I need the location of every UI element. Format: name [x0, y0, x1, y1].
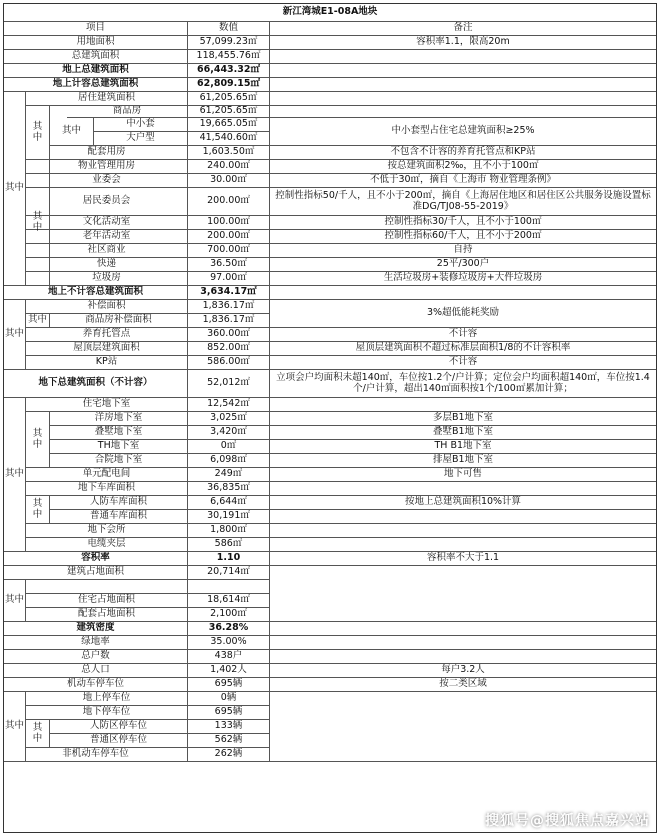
row-value: 41,540.60㎡ [188, 132, 270, 146]
row-remark [270, 622, 656, 636]
row-label: 合院地下室 [50, 454, 188, 468]
side-char: 中 [32, 508, 43, 520]
row-label: 养育托管点 [26, 328, 188, 342]
row-value: 18,614㎡ [188, 594, 270, 608]
row-label: 社区商业 [26, 244, 188, 258]
row-value: 19,665.05㎡ [188, 118, 270, 132]
row-value: 695辆 [188, 706, 270, 720]
row-value: 1,836.17㎡ [188, 300, 270, 314]
row-value: 30.00㎡ [188, 174, 270, 188]
row-value: 12,542㎡ [188, 398, 270, 412]
row-value: 200.00㎡ [188, 188, 270, 216]
row-label: 补偿面积 [26, 300, 188, 314]
side-label-qi-zhong [26, 496, 50, 524]
row-label: 配套占地面积 [26, 608, 188, 622]
row-value: 36,835㎡ [188, 482, 270, 496]
row-remark: 叠墅B1地下室 [270, 426, 656, 440]
row-value: 97.00㎡ [188, 272, 270, 286]
row-remark [270, 92, 656, 106]
side-label-qizhong: 其中 [4, 300, 26, 370]
row-value: 6,098㎡ [188, 454, 270, 468]
side-label-qizhong: 其中 [4, 398, 26, 552]
row-remark: 25平/300户 [270, 258, 656, 272]
row-value: 1,603.50㎡ [188, 146, 270, 160]
row-label: 总人口 [4, 664, 188, 678]
row-remark: 控制性指标60/千人，且不小于200㎡ [270, 230, 656, 244]
row-remark [270, 636, 656, 650]
row-value: 0辆 [188, 692, 270, 706]
row-value: 61,205.65㎡ [188, 92, 270, 106]
row-value: 35.00% [188, 636, 270, 650]
row-value: 2,100㎡ [188, 608, 270, 622]
row-label: 业委会 [26, 174, 188, 188]
row-label: 机动车停车位 [4, 678, 188, 692]
row-label: 老年活动室 [26, 230, 188, 244]
row-label: 文化活动室 [26, 216, 188, 230]
row-remark: 自持 [270, 244, 656, 258]
row-label: 商品房 [67, 106, 188, 118]
row-label: 地上总建筑面积 [4, 64, 188, 78]
side-label-qizhong: 其中 [4, 692, 26, 762]
row-label: 绿地率 [4, 636, 188, 650]
row-label: 普通区停车位 [50, 734, 188, 748]
row-label: 中小套 [94, 118, 188, 132]
row-value: 36.50㎡ [188, 258, 270, 272]
row-label: 总建筑面积 [4, 50, 188, 64]
row-remark: 立项会户均面积未超140㎡，车位按1.2个/户计算；定位会户均面积超140㎡，车位按1.4个/户计算，超出140㎡面积按1个/100㎡累加计算； [270, 370, 656, 398]
side-char: 中 [32, 438, 43, 450]
side-label-qizhong: 其中 [4, 92, 26, 286]
row-label: 垃圾房 [26, 272, 188, 286]
row-label: 用地面积 [4, 36, 188, 50]
side-char: 其 [32, 497, 43, 509]
row-remark: 容积率不大于1.1 [270, 552, 656, 566]
row-remark [270, 510, 656, 524]
row-remark: 控制性指标30/千人，且不小于100㎡ [270, 216, 656, 230]
row-label: 地下总建筑面积（不计容） [4, 370, 188, 398]
row-value: 1,800㎡ [188, 524, 270, 538]
row-remark: 中小套型占住宅总建筑面积≥25% [270, 118, 656, 146]
row-remark [270, 482, 656, 496]
row-label: 屋顶层建筑面积 [26, 342, 188, 356]
side-char: 中 [32, 221, 43, 233]
side-label-qizhong: 其中 [4, 580, 26, 622]
side-char: 中 [32, 732, 43, 744]
row-remark [270, 398, 656, 412]
row-label: 非机动车停车位 [4, 748, 188, 762]
side-label-qizhong: 其中 [50, 118, 94, 146]
row-remark: 不包含不计容的养育托管点和KP站 [270, 146, 656, 160]
row-remark: 按二类区域 [270, 678, 656, 692]
row-label: 住宅占地面积 [26, 594, 188, 608]
side-label-qi-zhong [26, 412, 50, 468]
row-label: 总户数 [4, 650, 188, 664]
side-char: 其 [32, 120, 43, 132]
row-label: 地上停车位 [26, 692, 188, 706]
row-value: 562辆 [188, 734, 270, 748]
row-label [26, 580, 188, 594]
row-remark [270, 64, 656, 78]
row-remark [270, 106, 656, 118]
row-label: 大户型 [94, 132, 188, 146]
row-label: 洋房地下室 [50, 412, 188, 426]
row-remark [270, 566, 656, 622]
row-label: 住宅地下室 [26, 398, 188, 412]
row-value: 1.10 [188, 552, 270, 566]
row-remark [270, 650, 656, 664]
row-remark [270, 78, 656, 92]
side-label-qi-zhong [26, 106, 50, 160]
row-label: 快递 [26, 258, 188, 272]
row-label: 地下会所 [26, 524, 188, 538]
row-label: 商品房补偿面积 [50, 314, 188, 328]
row-remark: 按地上总建筑面积10%计算 [270, 496, 656, 510]
row-remark: 地下可售 [270, 468, 656, 482]
row-label: TH地下室 [50, 440, 188, 454]
row-label: 人防车库面积 [50, 496, 188, 510]
row-label: 地上不计容总建筑面积 [4, 286, 188, 300]
row-remark [270, 538, 656, 552]
row-label: 建筑占地面积 [4, 566, 188, 580]
row-value: 6,644㎡ [188, 496, 270, 510]
row-remark [270, 524, 656, 538]
row-value: 118,455.76㎡ [188, 50, 270, 64]
row-remark: 不计容 [270, 328, 656, 342]
row-value: 695辆 [188, 678, 270, 692]
row-label: 叠墅地下室 [50, 426, 188, 440]
row-value: 586.00㎡ [188, 356, 270, 370]
row-value: 249㎡ [188, 468, 270, 482]
row-value: 3,420㎡ [188, 426, 270, 440]
row-remark: 每户3.2人 [270, 664, 656, 678]
row-value: 852.00㎡ [188, 342, 270, 356]
side-char: 其 [32, 721, 43, 733]
row-label: 人防区停车位 [50, 720, 188, 734]
row-value: 30,191㎡ [188, 510, 270, 524]
header-value: 数值 [188, 22, 270, 36]
row-value: 438户 [188, 650, 270, 664]
row-remark [270, 692, 656, 762]
row-remark: 屋顶层建筑面积不超过标准层面积1/8的不计容积率 [270, 342, 656, 356]
row-value: 36.28% [188, 622, 270, 636]
row-value: 20,714㎡ [188, 566, 270, 580]
side-label-qi-zhong [26, 160, 50, 286]
row-label: 配套用房 [26, 146, 188, 160]
row-value: 1,402人 [188, 664, 270, 678]
row-remark: 按总建筑面积2‰，且不小于100㎡ [270, 160, 656, 174]
row-value: 0㎡ [188, 440, 270, 454]
row-label: 地下停车位 [26, 706, 188, 720]
row-value: 61,205.65㎡ [188, 106, 270, 118]
row-remark: TH B1地下室 [270, 440, 656, 454]
header-remark: 备注 [270, 22, 656, 36]
row-value: 262辆 [188, 748, 270, 762]
row-value: 52,012㎡ [188, 370, 270, 398]
row-remark: 容积率1.1，限高20m [270, 36, 656, 50]
side-char: 其 [32, 210, 43, 222]
row-value: 66,443.32㎡ [188, 64, 270, 78]
row-value: 200.00㎡ [188, 230, 270, 244]
row-value: 133辆 [188, 720, 270, 734]
row-remark: 多层B1地下室 [270, 412, 656, 426]
row-value: 360.00㎡ [188, 328, 270, 342]
row-value: 240.00㎡ [188, 160, 270, 174]
row-label: 居民委员会 [26, 188, 188, 216]
data-table [3, 3, 657, 833]
row-label: 地下车库面积 [26, 482, 188, 496]
row-remark: 控制性指标50/千人，且不小于200㎡，摘自《上海居住地区和居住区公共服务设施设置标准DG/TJ08-55-2019》 [270, 188, 656, 216]
row-value: 700.00㎡ [188, 244, 270, 258]
header-item: 项目 [4, 22, 188, 36]
row-value: 3,025㎡ [188, 412, 270, 426]
row-value: 62,809.15㎡ [188, 78, 270, 92]
row-remark: 生活垃圾房+装修垃圾房+大件垃圾房 [270, 272, 656, 286]
row-label: 电缆夹层 [26, 538, 188, 552]
row-label: KP站 [26, 356, 188, 370]
row-value: 1,836.17㎡ [188, 314, 270, 328]
row-value: 586㎡ [188, 538, 270, 552]
row-label: 地上计容总建筑面积 [4, 78, 188, 92]
row-label: 容积率 [4, 552, 188, 566]
side-char: 中 [32, 131, 43, 143]
row-remark: 不计容 [270, 356, 656, 370]
row-label: 建筑密度 [4, 622, 188, 636]
table-title: 新江湾城E1-08A地块 [4, 4, 656, 22]
row-label: 普通车库面积 [50, 510, 188, 524]
watermark: 搜狐号@搜狐焦点嘉兴站 [485, 813, 650, 829]
row-value: 100.00㎡ [188, 216, 270, 230]
row-value [188, 580, 270, 594]
row-label: 居住建筑面积 [26, 92, 188, 106]
row-label: 物业管理用房 [26, 160, 188, 174]
row-remark [270, 50, 656, 64]
row-remark: 排屋B1地下室 [270, 454, 656, 468]
row-remark [270, 286, 656, 300]
row-label: 单元配电间 [26, 468, 188, 482]
side-char: 其 [32, 427, 43, 439]
row-remark: 不低于30㎡，摘自《上海市 物业管理条例》 [270, 174, 656, 188]
row-value: 3,634.17㎡ [188, 286, 270, 300]
side-label-qizhong: 其中 [26, 314, 50, 328]
row-value: 57,099.23㎡ [188, 36, 270, 50]
row-remark: 3%超低能耗奖励 [270, 300, 656, 328]
side-label-qi-zhong [26, 720, 50, 748]
